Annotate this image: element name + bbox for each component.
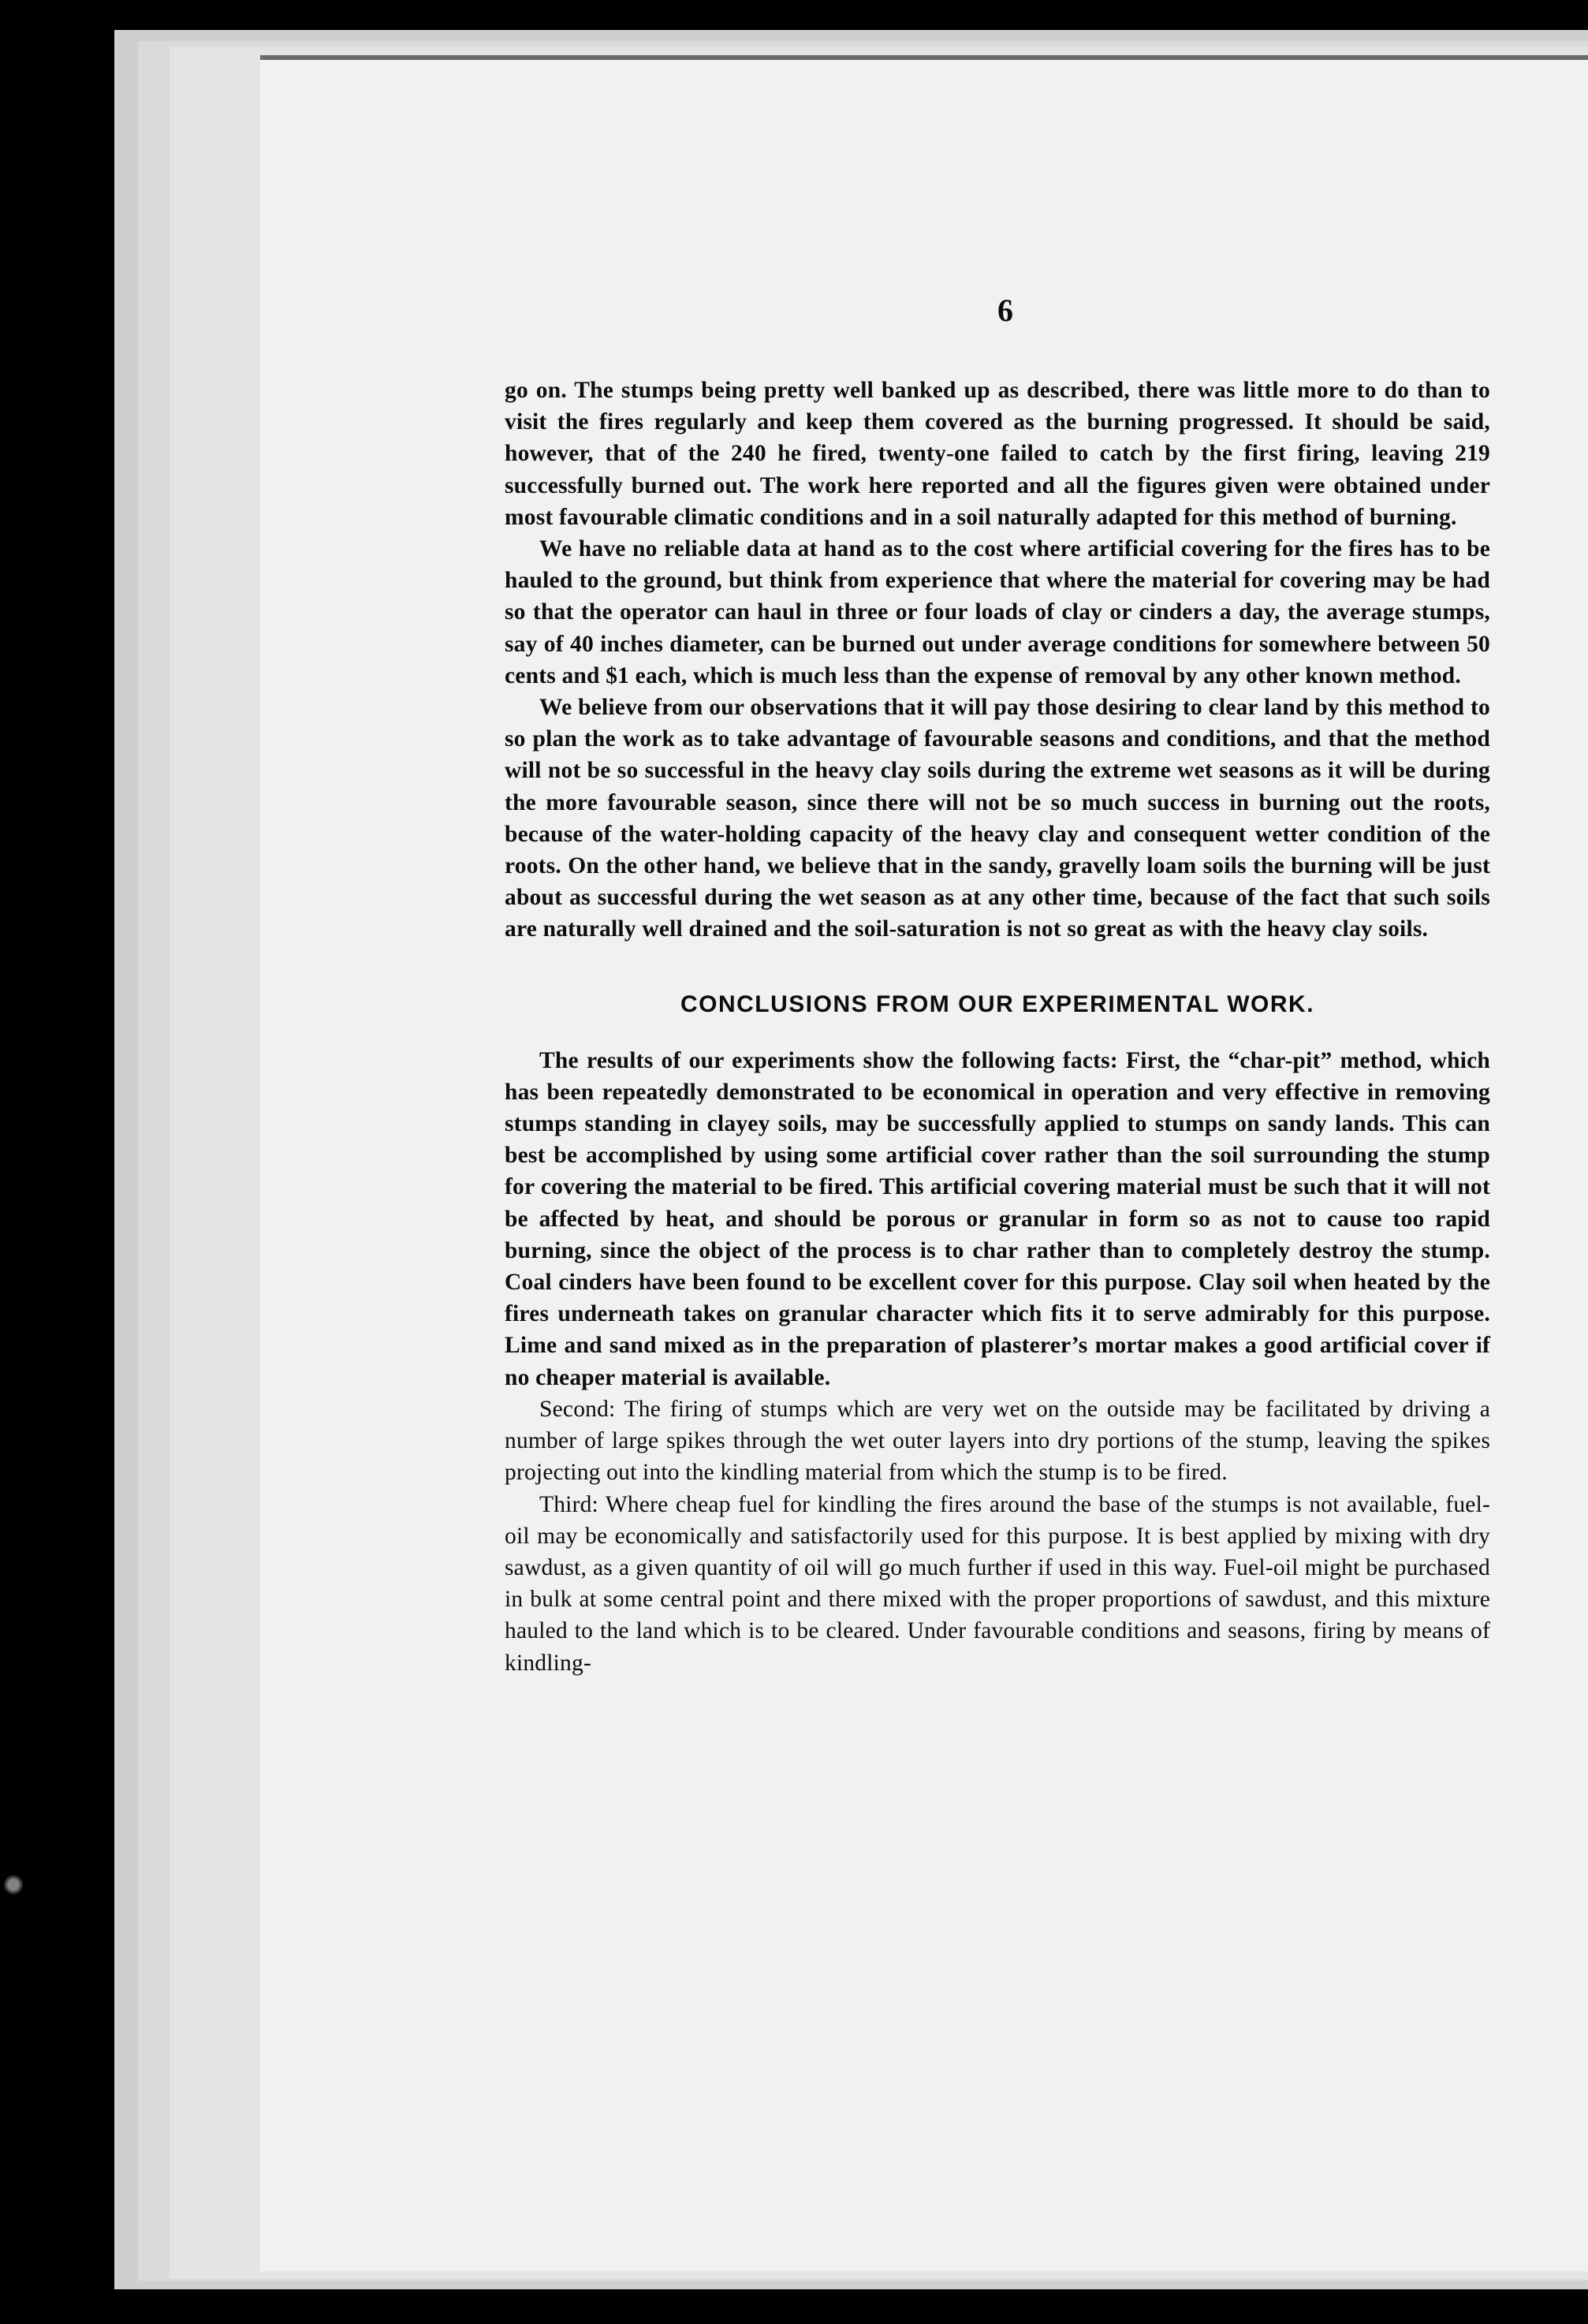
- paragraph: go on. The stumps being pretty well banked up as described, there was little more to do than to visit the fires regularly and keep them covered as the burning progressed. It should be said, however, that of the 240 he fired, twenty-one failed to catch by the first firing, leaving 219 successfully burned out. The work here reported and all the figures given were obtained under most favourable climatic conditions and in a soil naturally adapted for this method of burning.: [505, 378, 1490, 530]
- scan-speck: [4, 1871, 23, 1899]
- page-content: [505, 292, 1490, 1679]
- paragraph: The results of our experiments show the following facts: First, the “char-pit” method, which has been repeatedly demonstrated to be economical in operation and very effective in removing stumps standing in clayey soils, may be successfully applied to stumps on sandy lands. This can best be accomplished by using some artificial cover rather than the soil surrounding the stump for covering the material to be fired. This artificial covering material must be such that it will not be affected by heat, and should be porous or granular in form so as not to cause too rapid burning, since the object of the process is to char rather than to completely destroy the stump. Coal cinders have been found to be excellent cover for this purpose. Clay soil when heated by the fires underneath takes on granular character which fits it to serve admirably for this purpose. Lime and sand mixed as in the preparation of plasterer’s mortar makes a good artificial cover if no cheaper material is available.: [505, 1047, 1490, 1390]
- page-top-edge: [260, 55, 1588, 60]
- section-heading: CONCLUSIONS FROM OUR EXPERIMENTAL WORK.: [680, 990, 1315, 1017]
- paragraph: Second: The firing of stumps which are very wet on the outside may be facilitated by driving a number of large spikes through the wet outer layers into dry portions of the stump, leaving the spikes projecting out into the kindling material from which the stump is to be fired.: [505, 1396, 1490, 1486]
- document-page: [260, 55, 1588, 2271]
- page-number: 6: [997, 293, 1013, 328]
- paragraph: We have no reliable data at hand as to the cost where artificial covering for the fires has to be hauled to the ground, but think from experience that where the material for covering may be had so that the operator can haul in three or four loads of clay or cinders a day, the average stumps, say of 40 inches diameter, can be burned out under average conditions for somewhere between 50 cents and $1 each, which is much less than the expense of removal by any other known method.: [505, 536, 1490, 688]
- paragraph: Third: Where cheap fuel for kindling the fires around the base of the stumps is not available, fuel-oil may be economically and satisfactorily used for this purpose. It is best applied by mixing with dry sawdust, as a given quantity of oil will go much further if used in this way. Fuel-oil might be purchased in bulk at some central point and there mixed with the proper proportions of sawdust, and this mixture hauled to the land which is to be cleared. Under favourable conditions and seasons, firing by means of kindling-: [505, 1491, 1490, 1676]
- paragraph: We believe from our observations that it will pay those desiring to clear land by this method to so plan the work as to take advantage of favourable seasons and conditions, and that the method will not be so successful in the heavy clay soils during the extreme wet seasons as it will be during the more favourable season, since there will not be so much success in burning out the roots, because of the water-holding capacity of the heavy clay and consequent wetter condition of the roots. On the other hand, we believe that in the sandy, gravelly loam soils the burning will be just about as successful during the wet season as at any other time, because of the fact that such soils are naturally well drained and the soil-saturation is not so great as with the heavy clay soils.: [505, 695, 1490, 942]
